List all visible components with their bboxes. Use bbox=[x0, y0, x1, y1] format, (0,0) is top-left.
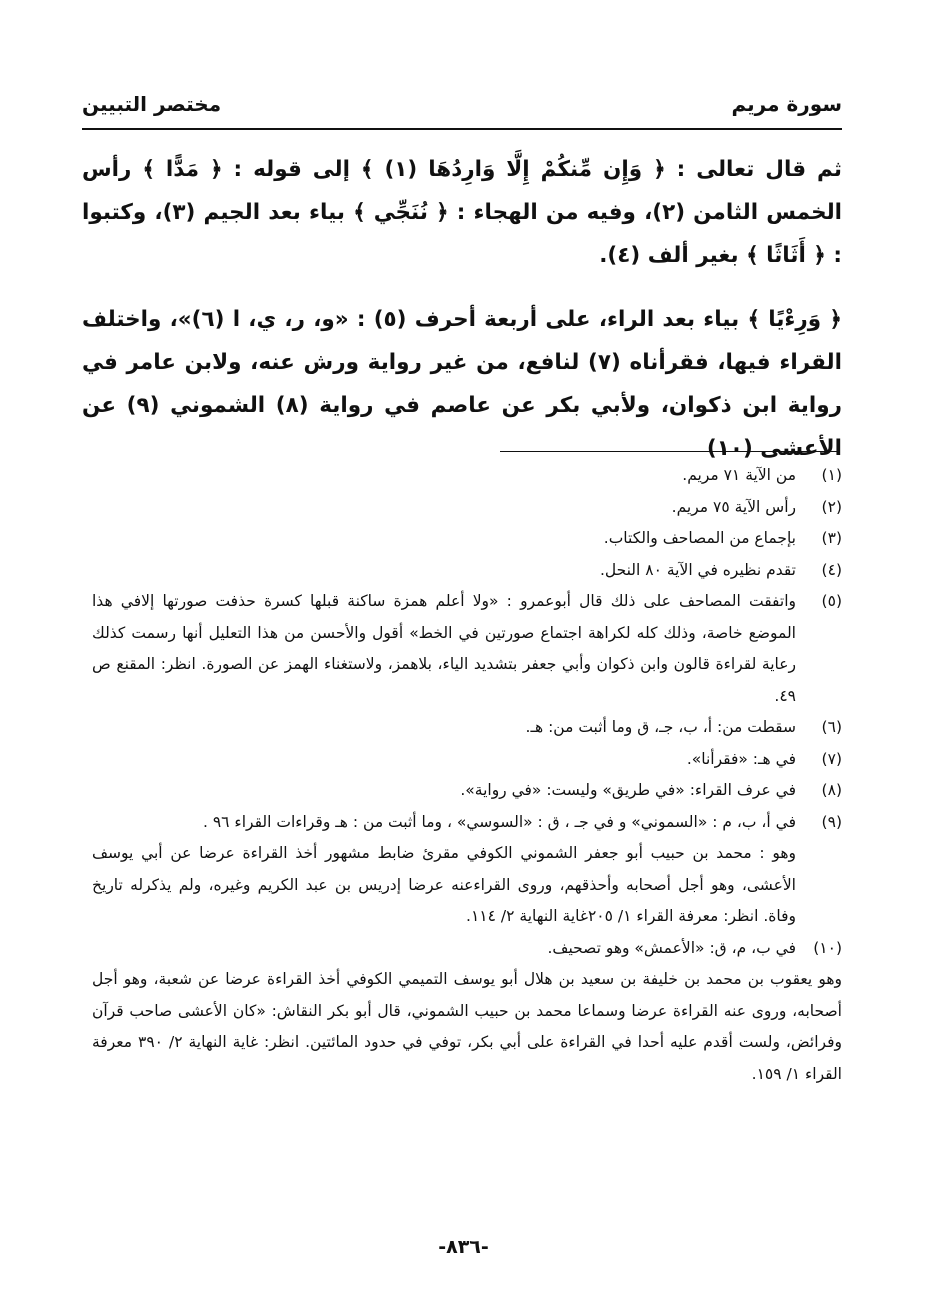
footnote-number: (١٠) bbox=[813, 938, 842, 957]
footnote-3 bbox=[92, 523, 842, 555]
footnote-number: (٩) bbox=[821, 812, 842, 831]
footnote-10-continuation: وهو يعقوب بن محمد بن خليفة بن سعيد بن هلال أبو يوسف التميمي الكوفي أخذ القراءة عرضا عن شعبة، وهو أجل أصحابه، وروى عنه القراءة عرضا وسماعا محمد بن حبيب الشموني، قال أبو بكر النقاش: «كان الأعشى صاحب قرآن وفرائض، ولست أقدم عليه أحدا في القراءة على أبي بكر، توفي في حدود المائتين. انظر: غاية النهاية ٢/ ٣٩٠ معرفة القراء ١/ ١٥٩. bbox=[92, 970, 842, 1083]
footnote-1 bbox=[92, 460, 842, 492]
footnote-text: تقدم نظيره في الآية ٨٠ النحل. bbox=[599, 560, 796, 579]
footnote-number: (٧) bbox=[821, 749, 842, 768]
footnote-2 bbox=[92, 492, 842, 524]
footnote-text: رأس الآية ٧٥ مريم. bbox=[671, 497, 796, 516]
footnote-10 bbox=[92, 933, 842, 965]
footnote-text: في أ، ب، م : «السموني» و في جـ ، ق : «السوسي» ، وما أثبت من : هـ وقراءات القراء ٩٦ . bbox=[202, 812, 796, 831]
footnote-9 bbox=[92, 807, 842, 839]
header-surah-title: سورة مريم bbox=[731, 92, 842, 116]
footnote-number: (١) bbox=[821, 466, 842, 484]
footnote-text: سقطت من: أ، ب، جـ، ق وما أثبت من: هـ. bbox=[525, 718, 796, 736]
footnote-5 bbox=[92, 586, 842, 712]
page-number: -٨٣٦- bbox=[438, 1236, 489, 1258]
footnote-number: (٣) bbox=[821, 529, 842, 547]
footnote-6 bbox=[92, 712, 842, 744]
main-text bbox=[82, 148, 842, 491]
footnote-text: في هـ: «فقرأنا». bbox=[686, 749, 796, 768]
footnote-text: بإجماع من المصاحف والكتاب. bbox=[603, 529, 796, 547]
header-divider bbox=[82, 128, 842, 130]
footnotes bbox=[92, 460, 842, 1090]
footnote-4 bbox=[92, 555, 842, 587]
footnote-text: من الآية ٧١ مريم. bbox=[682, 466, 796, 484]
footnote-number: (٦) bbox=[821, 718, 842, 736]
footnote-divider bbox=[500, 451, 840, 452]
footnote-number: (٨) bbox=[821, 781, 842, 799]
footnote-text: واتفقت المصاحف على ذلك قال أبوعمرو : «ولا أعلم همزة ساكنة قبلها كسرة حذفت صورتها إلافي هذا الموضع خاصة، وذلك كله لكراهة اجتماع صورتين في الخط» أقول والأحسن من هذا التعليل أنها رسمت كذلك رعاية لقراءة قالون وابن ذكوان وأبي جعفر بتشديد الياء، بلاهمز، ولاستغناء الهمز عن الصورة. انظر: المقنع ص ٤٩. bbox=[92, 592, 796, 705]
paragraph-1: ثم قال تعالى : ﴿ وَإِن مِّنكُمْ إِلَّا وَارِدُهَا (١) ﴾ إلى قوله : ﴿ مَدًّا ﴾ رأس الخمس الثامن (٢)، وفيه من الهجاء : ﴿ نُنَجِّي ﴾ بياء بعد الجيم (٣)، وكتبوا : ﴿ أَثَاثًا ﴾ بغير ألف (٤). bbox=[82, 157, 843, 268]
running-header bbox=[82, 84, 842, 124]
footnote-text: في عرف القراء: «في طريق» وليست: «في رواية». bbox=[460, 781, 796, 799]
footnote-number: (٤) bbox=[821, 560, 842, 579]
footnote-number: (٥) bbox=[821, 592, 842, 610]
footnote-9-continuation: وهو : محمد بن حبيب أبو جعفر الشموني الكوفي مقرئ ضابط مشهور أخذ القراءة عرضا عن أبي يوسف الأعشى، وهو أجل أصحابه وأحذقهم، وروى القراءعنه عرضا إدريس بن عبد الكريم وغيره، ولم يذكرله تاريخ وفاة. انظر: معرفة القراء ١/ ٢٠٥غاية النهاية ٢/ ١١٤. bbox=[92, 844, 796, 925]
paragraph-2: ﴿ وَرِءْيًا ﴾ بياء بعد الراء، على أربعة أحرف (٥) : «و، ر، ي، ا (٦)»، واختلف القراء فيها، فقرأناه (٧) لنافع، من غير رواية ورش عنه، ولابن عامر في رواية ابن ذكوان، ولأبي بكر عن عاصم في رواية (٨) الشموني (٩) عن الأعشى (١٠) bbox=[82, 307, 843, 461]
footnote-8 bbox=[92, 775, 842, 807]
footnote-text: في ب، م، ق: «الأعمش» وهو تصحيف. bbox=[547, 938, 796, 957]
header-book-title: مختصر التبيين bbox=[82, 92, 222, 116]
footnote-number: (٢) bbox=[821, 497, 842, 516]
footnote-7 bbox=[92, 744, 842, 776]
